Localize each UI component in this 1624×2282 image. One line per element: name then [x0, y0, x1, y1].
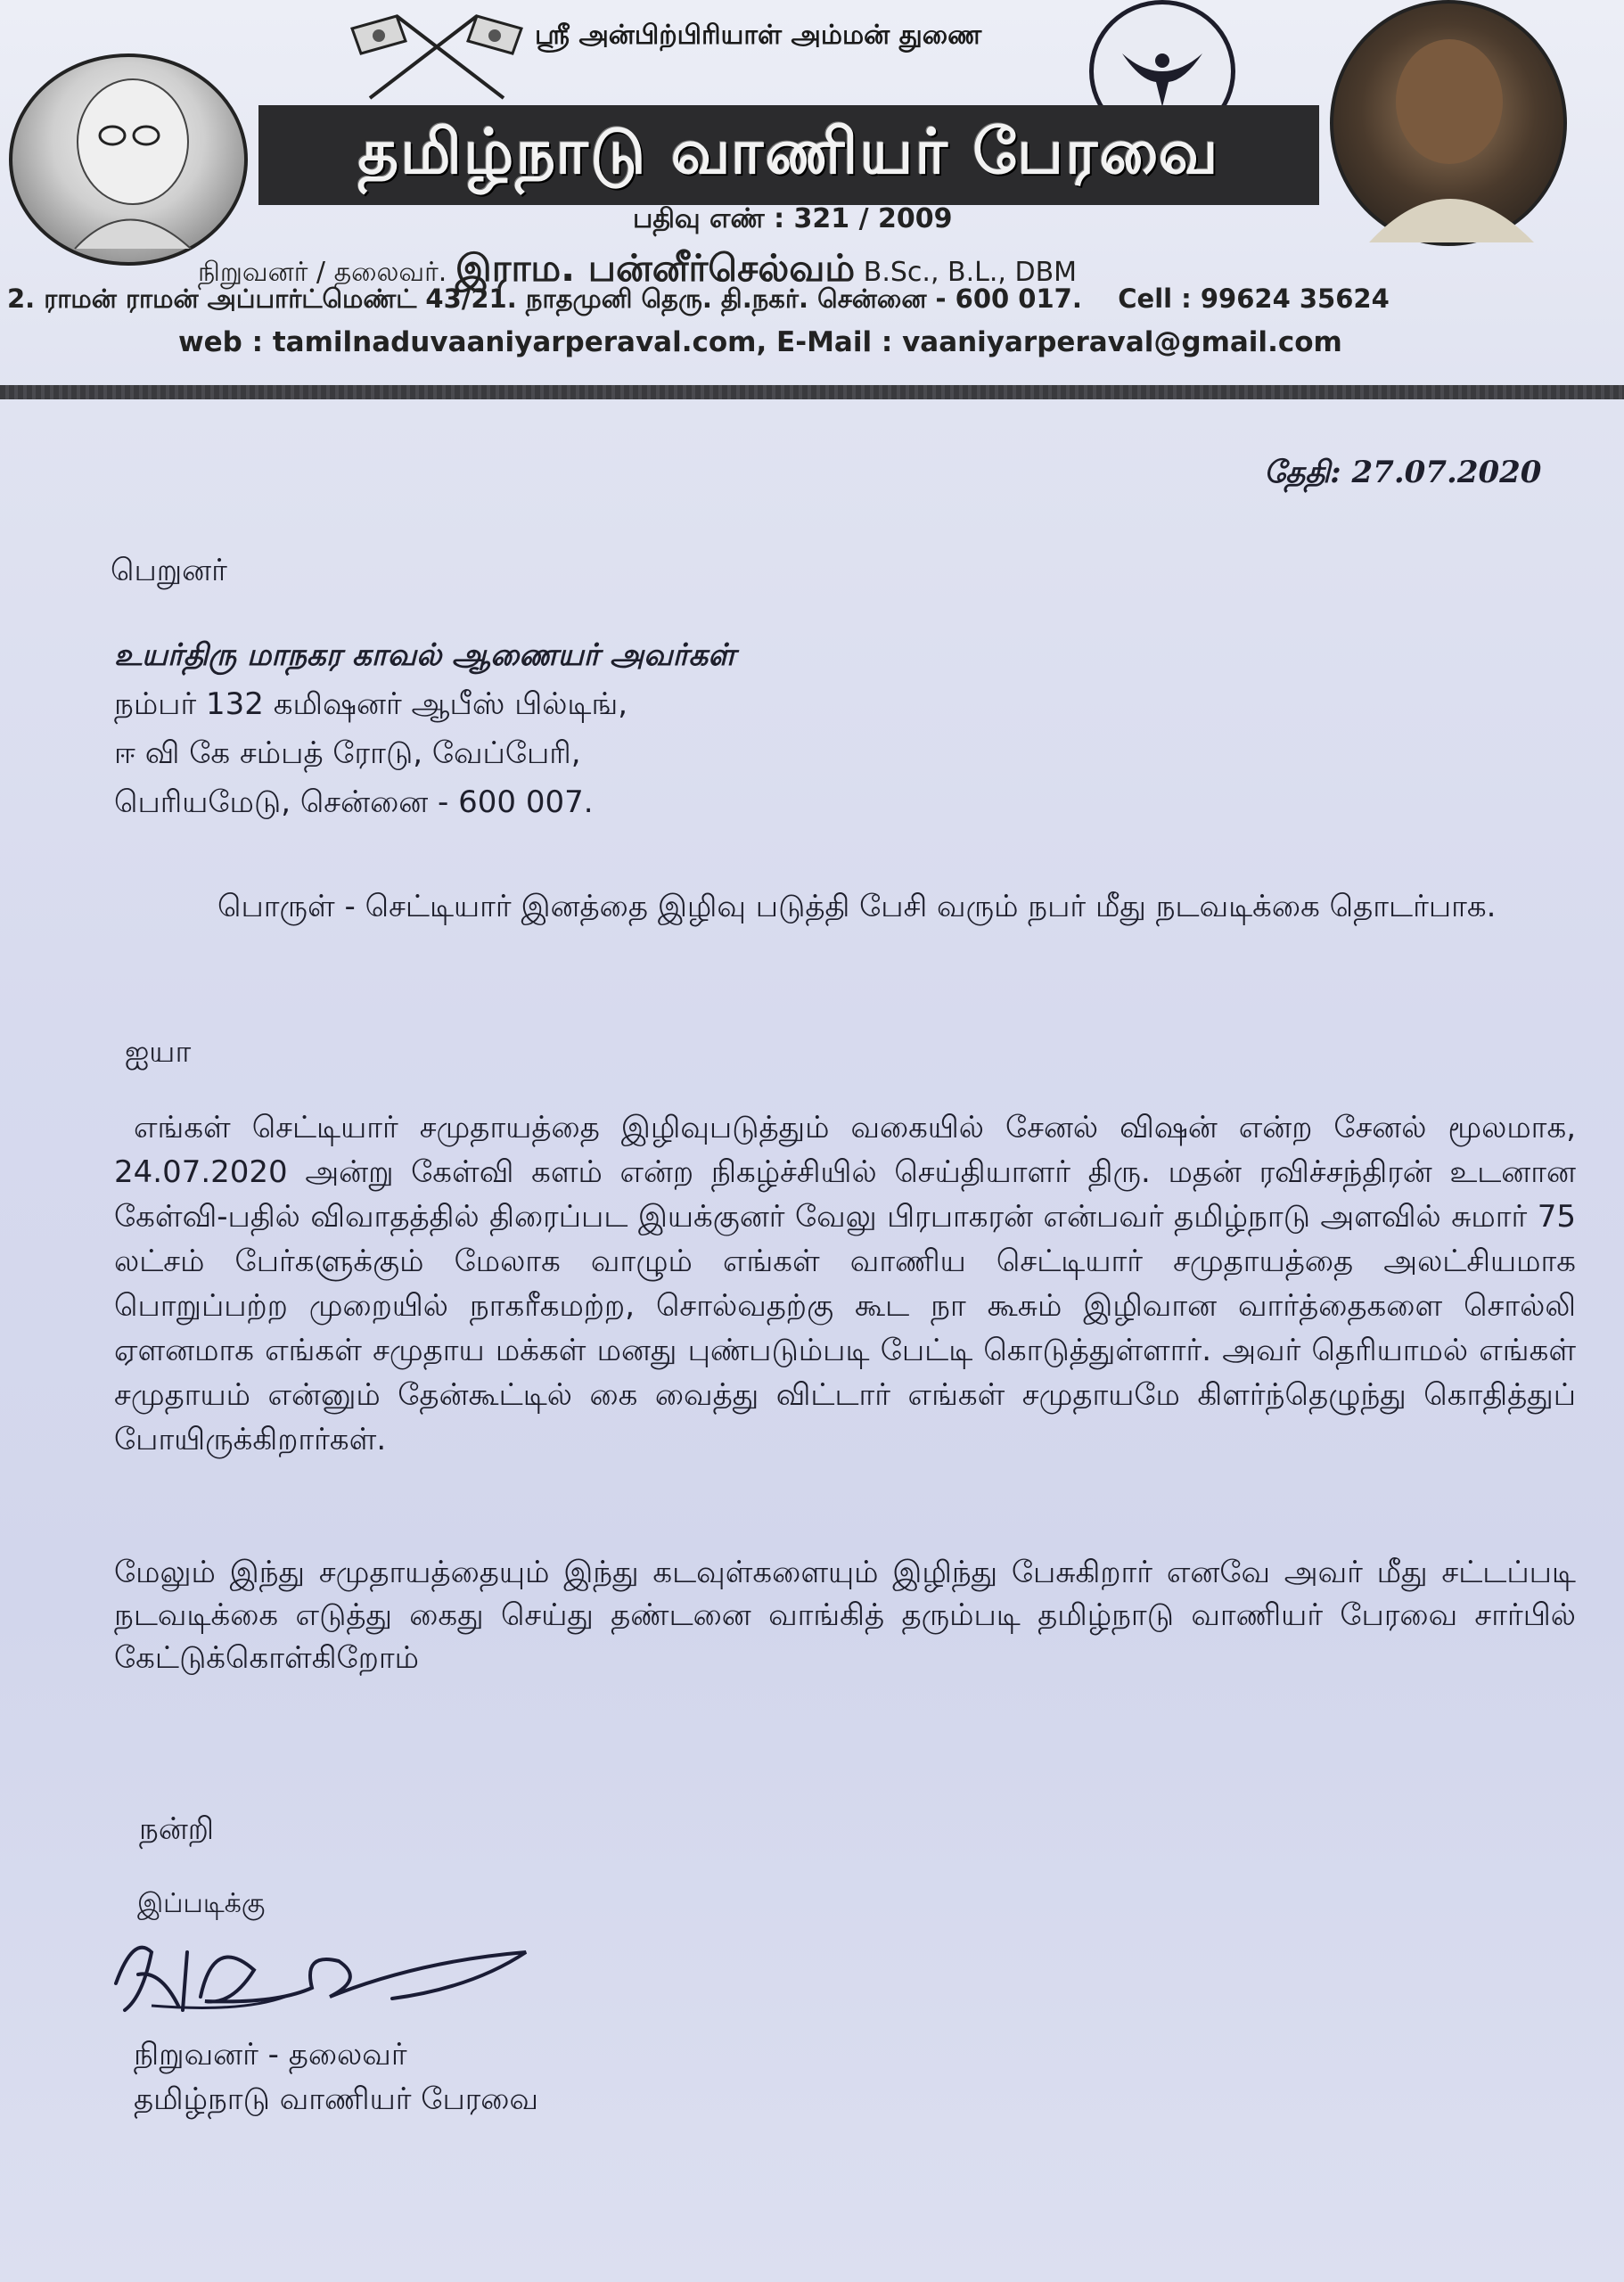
signatory-title: நிறுவனர் - தலைவர் [134, 2037, 407, 2073]
thanks-text: நன்றி [139, 1811, 215, 1847]
recipient-line-2: நம்பர் 132 கமிஷனர் ஆபீஸ் பில்டிங், [114, 686, 628, 722]
gandhi-portrait [9, 53, 248, 266]
org-cell: Cell : 99624 35624 [1118, 283, 1390, 314]
salutation: ஐயா [125, 1034, 192, 1070]
body-paragraph-1: எங்கள் செட்டியார் சமுதாயத்தை இழிவுபடுத்தும் வகையில் சேனல் விஷன் என்ற சேனல் மூலமாக, 24.07.2020 அன்று கேள்வி களம் என்ற நிகழ்ச்சியில் செய்தியாளர் திரு. மதன் ரவிச்சந்திரன் உடனான கேள்வி-பதில் விவாதத்தில் திரைப்பட இயக்குனர் வேலு பிரபாகரன் என்பவர் தமிழ்நாடு அளவில் சுமார் 75 லட்சம் பேர்களுக்கும் மேலாக வாழும் எங்கள் வாணிய செட்டியார் சமுதாயத்தை அலட்சியமாக பொறுப்பற்ற முறையில் நாகரீகமற்ற, சொல்வதற்கு கூட நா கூசும் இழிவான வார்த்தைகளை சொல்லி ஏளனமாக எங்கள் சமுதாய மக்கள் மனது புண்படும்படி பேட்டி கொடுத்துள்ளார். அவர் தெரியாமல் எங்கள் சமுதாயம் என்னும் தேன்கூட்டில் கை வைத்து விட்டார் எங்கள் சமுதாயமே கிளர்ந்தெழுந்து கொதித்துப் போயிருக்கிறார்கள். [114, 1110, 1576, 1457]
letterhead-divider [0, 385, 1624, 399]
blessing-text: ஸ்ரீ அன்பிற்பிரியாள் அம்மன் துணை [535, 20, 982, 51]
registration-number: பதிவு எண் : 321 / 2009 [633, 203, 953, 234]
recipient-address [114, 631, 735, 827]
org-title: தமிழ்நாடு வாணியர் பேரவை [357, 114, 1220, 188]
letter-date: தேதி: 27.07.2020 [1264, 455, 1542, 490]
recipient-line-1: உயர்திரு மாநகர காவல் ஆணையர் அவர்கள் [114, 637, 735, 673]
recipient-line-4: பெரியமேடு, சென்னை - 600 007. [114, 784, 594, 820]
recipient-label: பெறுனர் [111, 553, 227, 588]
handwritten-signature [98, 1899, 562, 2023]
signatory-org: தமிழ்நாடு வாணியர் பேரவை [134, 2081, 539, 2117]
org-address-line [7, 283, 1390, 317]
yours-faithfully: இப்படிக்கு [137, 1888, 266, 1919]
crossed-flags-icon [343, 9, 530, 103]
founder-label: நிறுவனர் / தலைவர். [198, 257, 447, 288]
founder-degrees: B.Sc., B.L., DBM [863, 257, 1078, 288]
org-title-banner [258, 105, 1319, 205]
body-paragraph-2: மேலும் இந்து சமுதாயத்தையும் இந்து கடவுள்களையும் இழிந்து பேசுகிறார் எனவே அவர் மீது சட்டப்படி நடவடிக்கை எடுத்து கைது செய்து தண்டனை வாங்கித் தரும்படி தமிழ்நாடு வாணியர் பேரவை சார்பில் கேட்டுக்கொள்கிறோம் [114, 1555, 1576, 1676]
web-email: web : tamilnaduvaaniyarperaval.com, E-Mail : vaaniyarperaval@gmail.com [178, 326, 1342, 358]
founder-portrait [1330, 0, 1567, 246]
recipient-line-3: ஈ வி கே சம்பத் ரோடு, வேப்பேரி, [114, 735, 581, 771]
founder-name: இராம. பன்னீர்செல்வம் [455, 246, 856, 290]
signatory-block [134, 2032, 538, 2122]
letter-subject: பொருள் - செட்டியார் இனத்தை இழிவு படுத்தி பேசி வரும் நபர் மீது நடவடிக்கை தொடர்பாக. [217, 889, 1497, 924]
org-address: 2. ராமன் ராமன் அப்பார்ட்மெண்ட் 43/21. நாதமுனி தெரு. தி.நகர். சென்னை - 600 017. [7, 283, 1082, 314]
